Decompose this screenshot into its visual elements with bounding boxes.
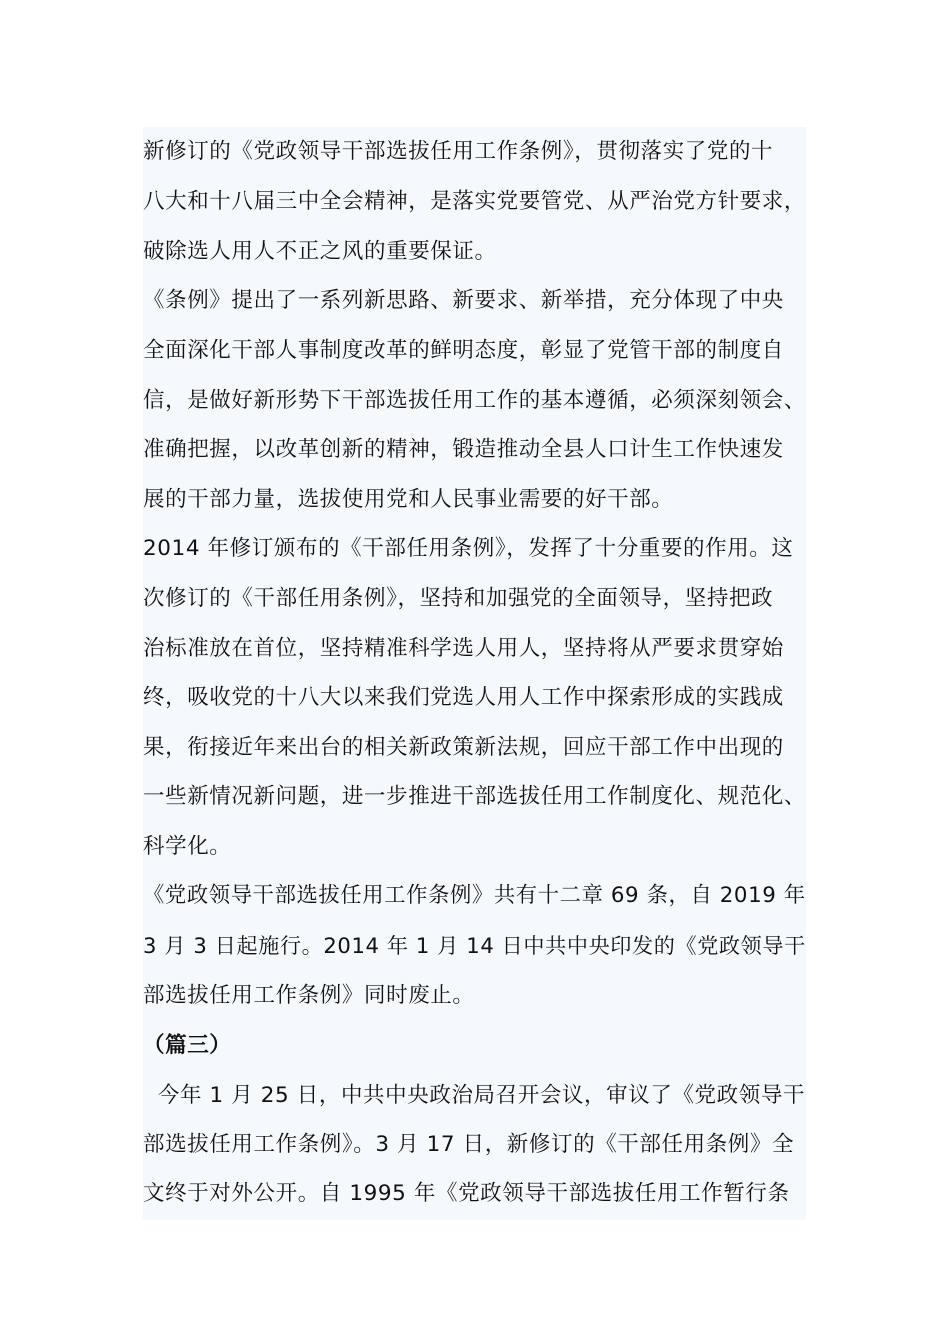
text-line-20: 今年 1 月 25 日，中共中央政治局召开会议，审议了《党政领导干 bbox=[143, 1083, 806, 1108]
text-line-18: 部选拔任用工作条例》同时废止。 bbox=[143, 983, 475, 1008]
text-line-3: 破除选人用人不正之风的重要保证。 bbox=[143, 239, 497, 264]
text-line-14: 一些新情况新问题，进一步推进干部选拔任用工作制度化、规范化、 bbox=[143, 784, 807, 809]
text-line-1: 新修订的《党政领导干部选拔任用工作条例》，贯彻落实了党的十 bbox=[143, 139, 774, 164]
text-line-12: 终，吸收党的十八大以来我们党选人用人工作中探索形成的实践成 bbox=[143, 685, 784, 710]
text-line-21: 部选拔任用工作条例》。3 月 17 日，新修订的《干部任用条例》全 bbox=[143, 1132, 795, 1157]
section-heading: （篇三） bbox=[143, 1033, 232, 1058]
text-line-2: 八大和十八届三中全会精神，是落实党要管党、从严治党方针要求， bbox=[143, 189, 807, 214]
text-line-22: 文终于对外公开。自 1995 年《党政领导干部选拔任用工作暂行条 bbox=[143, 1181, 790, 1206]
text-line-6: 信，是做好新形势下干部选拔任用工作的基本遵循，必须深刻领会、 bbox=[143, 388, 807, 413]
text-line-17: 3 月 3 日起施行。2014 年 1 月 14 日中共中央印发的《党政领导干 bbox=[143, 933, 806, 958]
text-line-15: 科学化。 bbox=[143, 834, 232, 859]
text-line-7: 准确把握，以改革创新的精神，锻造推动全县人口计生工作快速发 bbox=[143, 437, 784, 462]
text-line-16: 《党政领导干部选拔任用工作条例》共有十二章 69 条，自 2019 年 bbox=[143, 883, 806, 908]
text-line-13: 果，衔接近年来出台的相关新政策新法规，回应干部工作中出现的 bbox=[143, 735, 784, 760]
text-line-5: 全面深化干部人事制度改革的鲜明态度，彰显了党管干部的制度自 bbox=[143, 338, 784, 363]
text-line-11: 治标准放在首位，坚持精准科学选人用人，坚持将从严要求贯穿始 bbox=[143, 636, 784, 661]
text-line-8: 展的干部力量，选拔使用党和人民事业需要的好干部。 bbox=[143, 487, 674, 512]
text-line-9: 2014 年修订颁布的《干部任用条例》，发挥了十分重要的作用。这 bbox=[143, 536, 794, 561]
text-line-4: 《条例》提出了一系列新思路、新要求、新举措，充分体现了中央 bbox=[143, 288, 784, 313]
text-line-10: 次修订的《干部任用条例》，坚持和加强党的全面领导，坚持把政 bbox=[143, 586, 774, 611]
